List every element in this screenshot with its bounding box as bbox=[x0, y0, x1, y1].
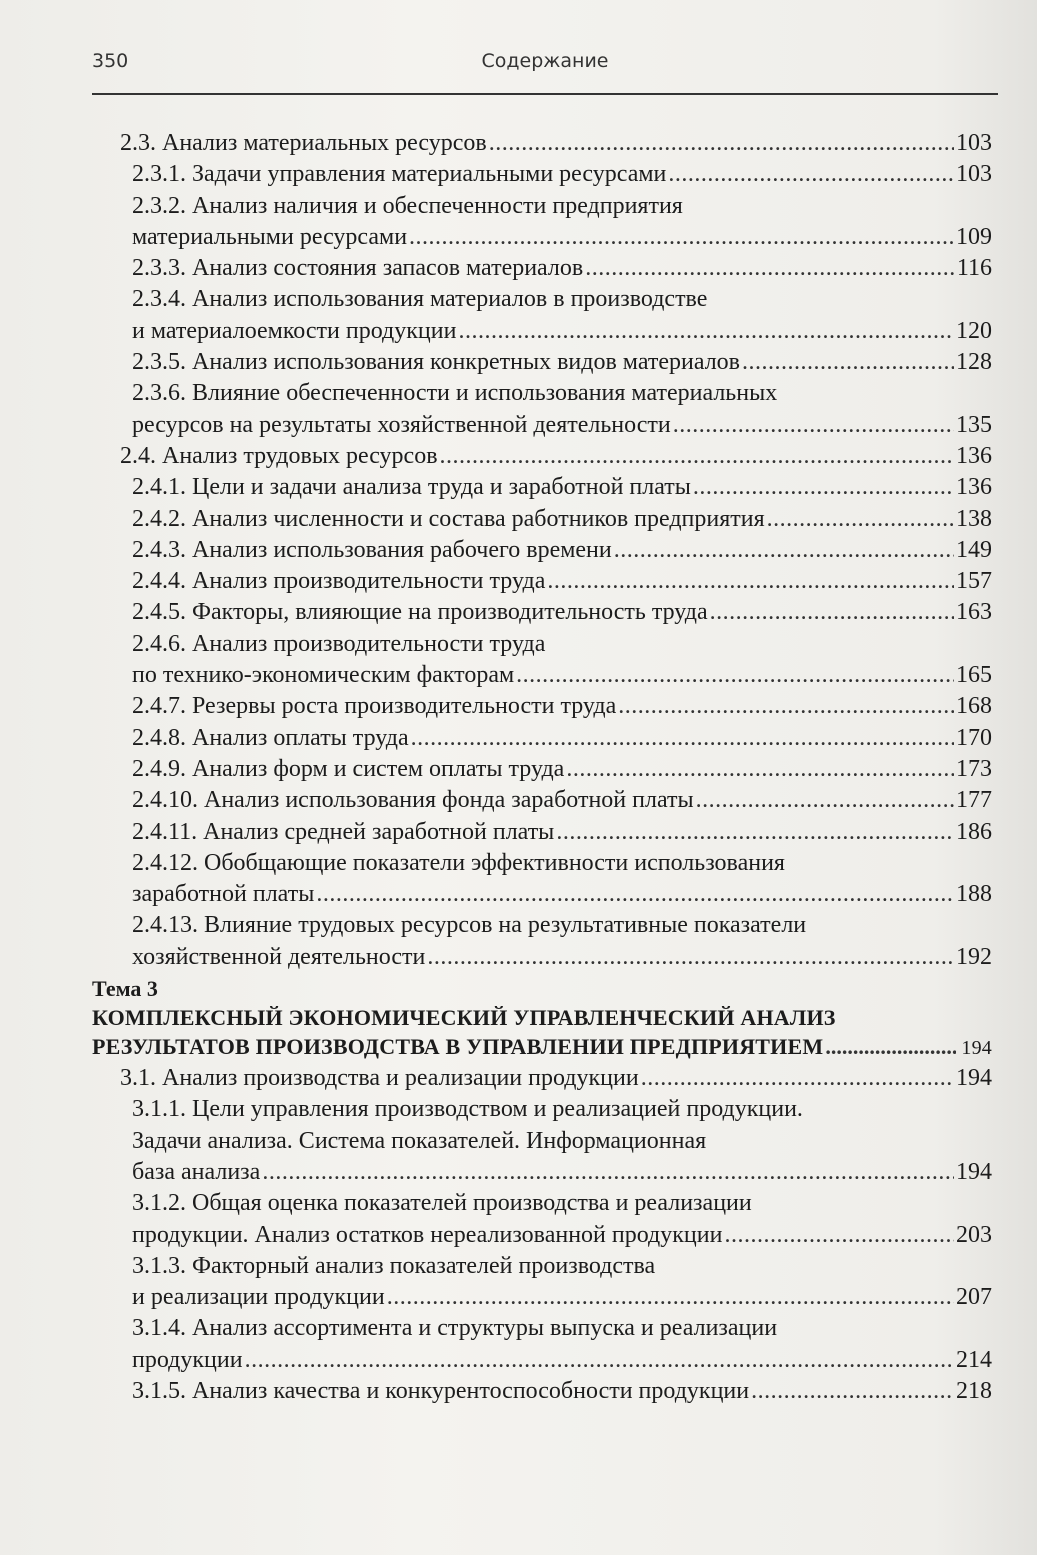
page-header bbox=[92, 50, 998, 80]
theme-label: Тема 3 bbox=[92, 976, 158, 1002]
toc-subsection-entry bbox=[92, 691, 992, 722]
toc-subsection-entry bbox=[92, 159, 992, 190]
dot-leader bbox=[458, 316, 954, 347]
toc-subsection-entry bbox=[92, 347, 992, 378]
dot-leader bbox=[409, 222, 954, 253]
toc-entry-leader-row bbox=[132, 785, 992, 816]
toc-page-number: 116 bbox=[956, 255, 992, 282]
toc-entry-text-line: 2.4.10. Анализ использования фонда заработной платы bbox=[132, 787, 694, 814]
toc-page-number: 194 bbox=[956, 1158, 992, 1185]
toc-entry-text-line: Задачи анализа. Система показателей. Информационная bbox=[132, 1127, 707, 1154]
toc-subsection-entry bbox=[92, 191, 992, 254]
toc-entry-leader-row bbox=[132, 504, 992, 535]
dot-leader bbox=[641, 1063, 954, 1094]
toc-entry-text-line: 2.4.4. Анализ производительности труда bbox=[132, 568, 546, 595]
dot-leader bbox=[614, 535, 954, 566]
toc-page-number: 170 bbox=[956, 724, 992, 751]
theme-title-line: РЕЗУЛЬТАТОВ ПРОИЗВОДСТВА В УПРАВЛЕНИИ ПРЕДПРИЯТИЕМ bbox=[92, 1034, 824, 1060]
toc-subsection-entry bbox=[92, 535, 992, 566]
toc-group-chapter-3 bbox=[92, 1063, 992, 1407]
theme-title-leader-row bbox=[92, 1032, 992, 1063]
dot-leader bbox=[516, 660, 954, 691]
toc-entry-leader-row bbox=[132, 1376, 992, 1407]
dot-leader bbox=[724, 1220, 954, 1251]
toc-entry-text-line: и материалоемкости продукции bbox=[132, 317, 457, 344]
toc-page-number: 207 bbox=[956, 1284, 992, 1311]
dot-leader bbox=[668, 159, 954, 190]
toc-entry-leader-row bbox=[132, 159, 992, 190]
toc-page-number: 194 bbox=[956, 1065, 992, 1092]
toc-page-number: 194 bbox=[961, 1037, 992, 1060]
toc-page-number: 103 bbox=[956, 130, 992, 156]
dot-leader bbox=[556, 817, 954, 848]
toc-entry-leader-row bbox=[132, 754, 992, 785]
page-number: 350 bbox=[92, 50, 129, 72]
toc-page-number: 192 bbox=[956, 943, 992, 970]
toc-page-number: 163 bbox=[956, 599, 992, 626]
dot-leader bbox=[710, 597, 954, 628]
toc-entry-leader-row bbox=[120, 128, 992, 159]
dot-leader bbox=[411, 723, 954, 754]
toc-entry-text-line: 2.4.2. Анализ численности и состава работников предприятия bbox=[132, 505, 765, 532]
toc-entry-text-line: 2.4.13. Влияние трудовых ресурсов на результативные показатели bbox=[132, 912, 807, 939]
toc-page-number: 128 bbox=[956, 349, 992, 376]
toc-entry-text-line: 3.1.3. Факторный анализ показателей производства bbox=[132, 1252, 656, 1279]
toc-entry-leader-row bbox=[132, 253, 992, 284]
toc-subsection-entry bbox=[92, 785, 992, 816]
toc-page-number: 186 bbox=[956, 818, 992, 845]
toc-entry-text-line: 2.4. Анализ трудовых ресурсов bbox=[120, 442, 438, 469]
toc-entry-text-line: 2.3.2. Анализ наличия и обеспеченности предприятия bbox=[132, 192, 683, 219]
toc-page-number: 103 bbox=[956, 161, 992, 188]
toc-entry-text-line: хозяйственной деятельности bbox=[132, 943, 426, 970]
toc-page-number: 203 bbox=[956, 1221, 992, 1248]
toc-subsection-entry bbox=[92, 817, 992, 848]
dot-leader bbox=[316, 879, 954, 910]
toc-subsection-entry bbox=[92, 504, 992, 535]
toc-section-entry bbox=[92, 128, 992, 159]
toc-entry-text-line: 2.4.11. Анализ средней заработной платы bbox=[132, 818, 555, 845]
toc-subsection-entry bbox=[92, 1376, 992, 1407]
toc-entry-text-line: 3.1. Анализ производства и реализации продукции bbox=[120, 1065, 639, 1092]
dot-leader bbox=[489, 128, 954, 159]
toc-subsection-entry bbox=[92, 754, 992, 785]
dot-leader bbox=[566, 754, 954, 785]
toc-entry-text-line: 2.4.8. Анализ оплаты труда bbox=[132, 724, 409, 751]
running-title: Содержание bbox=[481, 50, 609, 72]
toc-entry-leader-row bbox=[132, 942, 992, 973]
toc-entry-leader-row bbox=[132, 1220, 992, 1251]
toc-entry-text-line: 2.4.1. Цели и задачи анализа труда и заработной платы bbox=[132, 474, 691, 501]
toc-entry-leader-row bbox=[132, 535, 992, 566]
toc-subsection-entry bbox=[92, 472, 992, 503]
toc-entry-leader-row bbox=[132, 691, 992, 722]
toc-page-number: 168 bbox=[956, 693, 992, 720]
toc-subsection-entry bbox=[92, 848, 992, 911]
toc-subsection-entry bbox=[92, 284, 992, 347]
toc-entry-leader-row bbox=[132, 316, 992, 347]
toc-section-entry bbox=[92, 441, 992, 472]
toc-entry-text-line: 2.3.1. Задачи управления материальными ресурсами bbox=[132, 161, 667, 188]
dot-leader bbox=[387, 1282, 954, 1313]
toc-entry-text-line: по технико-экономическим факторам bbox=[132, 662, 515, 689]
dot-leader bbox=[440, 441, 954, 472]
toc-entry-text-line: 3.1.1. Цели управления производством и реализацией продукции. bbox=[132, 1096, 803, 1123]
toc-entry-leader-row bbox=[132, 817, 992, 848]
dot-leader bbox=[742, 347, 954, 378]
toc-page-number: 109 bbox=[956, 223, 992, 250]
toc-subsection-entry bbox=[92, 1094, 992, 1188]
toc-page-number: 135 bbox=[956, 411, 992, 438]
toc-entry-text-line: продукции. Анализ остатков нереализованной продукции bbox=[132, 1221, 723, 1248]
toc-entry-leader-row bbox=[132, 879, 992, 910]
toc-entry-text-line: 2.3.4. Анализ использования материалов в производстве bbox=[132, 286, 708, 313]
toc-page-number: 214 bbox=[956, 1346, 992, 1373]
toc-entry-leader-row bbox=[132, 723, 992, 754]
toc-page-number: 149 bbox=[956, 536, 992, 563]
toc-entry-text-line: 2.4.9. Анализ форм и систем оплаты труда bbox=[132, 755, 565, 782]
toc-entry-text-line: 2.4.12. Обобщающие показатели эффективности использования bbox=[132, 849, 785, 876]
dot-leader bbox=[245, 1345, 954, 1376]
toc-entry-text-line: продукции bbox=[132, 1346, 243, 1373]
toc-subsection-entry bbox=[92, 566, 992, 597]
toc-section-entry bbox=[92, 1063, 992, 1094]
toc-entry-text-line: и реализации продукции bbox=[132, 1284, 385, 1311]
toc-entry-text-line: база анализа bbox=[132, 1158, 261, 1185]
toc-page-number: 188 bbox=[956, 881, 992, 908]
toc-entry-leader-row bbox=[132, 597, 992, 628]
toc-subsection-entry bbox=[92, 1251, 992, 1314]
toc-entry-text-line: материальными ресурсами bbox=[132, 223, 408, 250]
toc-subsection-entry bbox=[92, 1188, 992, 1251]
theme-title-line: КОМПЛЕКСНЫЙ ЭКОНОМИЧЕСКИЙ УПРАВЛЕНЧЕСКИЙ АНАЛИЗ bbox=[92, 1005, 836, 1031]
toc-entry-leader-row bbox=[132, 410, 992, 441]
toc-entry-text-line: 2.4.3. Анализ использования рабочего времени bbox=[132, 536, 612, 563]
toc-page-number: 218 bbox=[956, 1377, 992, 1404]
toc-entry-text-line: 2.4.5. Факторы, влияющие на производительность труда bbox=[132, 599, 708, 626]
toc-entry-text-line: 2.3.5. Анализ использования конкретных видов материалов bbox=[132, 349, 741, 376]
toc-subsection-entry bbox=[92, 723, 992, 754]
toc-subsection-entry bbox=[92, 629, 992, 692]
toc-entry-text-line: 2.4.7. Резервы роста производительности труда bbox=[132, 693, 617, 720]
dot-leader bbox=[618, 691, 954, 722]
toc-page-number: 157 bbox=[956, 568, 992, 595]
toc-entry-leader-row bbox=[132, 1282, 992, 1313]
toc-entry-text-line: ресурсов на результаты хозяйственной деятельности bbox=[132, 411, 671, 438]
dot-leader bbox=[673, 410, 954, 441]
toc-entry-leader-row bbox=[120, 441, 992, 472]
toc-entry-leader-row bbox=[120, 1063, 992, 1094]
toc-entry-leader-row bbox=[132, 1157, 992, 1188]
toc-entry-text-line: 3.1.5. Анализ качества и конкурентоспособности продукции bbox=[132, 1377, 750, 1404]
toc-page-number: 136 bbox=[956, 474, 992, 501]
toc-entry-leader-row bbox=[132, 1345, 992, 1376]
dot-leader bbox=[767, 504, 954, 535]
dot-leader bbox=[693, 472, 954, 503]
dot-leader bbox=[585, 253, 955, 284]
toc-subsection-entry bbox=[92, 253, 992, 284]
toc-subsection-entry bbox=[92, 597, 992, 628]
toc-page-number: 177 bbox=[956, 787, 992, 814]
toc-page-number: 120 bbox=[956, 317, 992, 344]
toc-subsection-entry bbox=[92, 1313, 992, 1376]
toc-page-number: 136 bbox=[956, 442, 992, 469]
toc-entry-text-line: 2.4.6. Анализ производительности труда bbox=[132, 630, 546, 657]
toc-page-number: 165 bbox=[956, 662, 992, 689]
toc-entry-leader-row bbox=[132, 347, 992, 378]
toc-entry-leader-row bbox=[132, 472, 992, 503]
header-rule bbox=[92, 93, 998, 95]
dot-leader bbox=[427, 942, 954, 973]
toc-group-chapter-2 bbox=[92, 128, 992, 973]
dot-leader bbox=[751, 1376, 954, 1407]
toc-subsection-entry bbox=[92, 378, 992, 441]
toc-entry-leader-row bbox=[132, 222, 992, 253]
toc-subsection-entry bbox=[92, 910, 992, 973]
table-of-contents bbox=[92, 128, 992, 1407]
toc-entry-text-line: 2.3.3. Анализ состояния запасов материалов bbox=[132, 255, 584, 282]
toc-page-number: 173 bbox=[956, 755, 992, 782]
toc-entry-leader-row bbox=[132, 660, 992, 691]
dot-leader bbox=[825, 1032, 956, 1061]
toc-page-number: 138 bbox=[956, 505, 992, 532]
dot-leader bbox=[262, 1157, 954, 1188]
toc-entry-leader-row bbox=[132, 566, 992, 597]
toc-entry-text-line: 2.3.6. Влияние обеспеченности и использования материальных bbox=[132, 380, 778, 407]
toc-entry-text-line: 3.1.4. Анализ ассортимента и структуры выпуска и реализации bbox=[132, 1315, 778, 1342]
dot-leader bbox=[547, 566, 954, 597]
toc-entry-text-line: 2.3. Анализ материальных ресурсов bbox=[120, 130, 487, 156]
toc-entry-text-line: заработной платы bbox=[132, 881, 315, 908]
theme-title bbox=[92, 1003, 992, 1063]
dot-leader bbox=[696, 785, 954, 816]
toc-entry-text-line: 3.1.2. Общая оценка показателей производства и реализации bbox=[132, 1190, 752, 1217]
